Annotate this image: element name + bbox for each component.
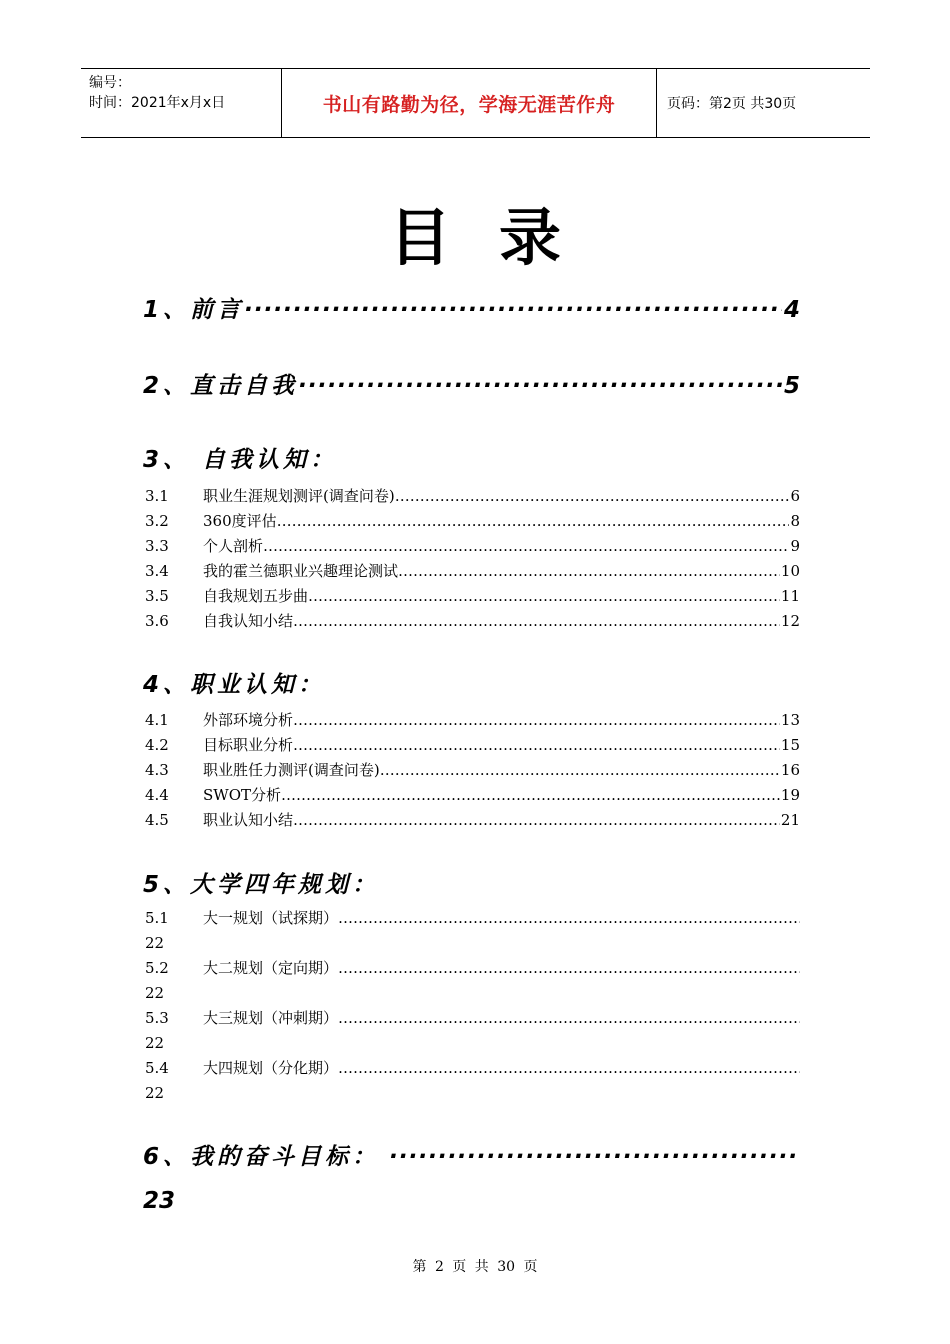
toc-item-title: 大二规划（定向期） xyxy=(203,959,339,977)
toc-leader xyxy=(338,1006,800,1030)
toc-page-number: 22 xyxy=(145,984,165,1002)
toc-item-number: 3.4 xyxy=(145,562,169,580)
toc-page-number: 5 xyxy=(783,373,800,399)
toc-item-4-1[interactable] xyxy=(145,708,800,732)
toc-leader xyxy=(293,808,780,832)
page-footer: 第 2 页 共 30 页 xyxy=(412,1259,538,1275)
header-motto: 书山有路勤为径，学海无涯苦作舟 xyxy=(281,69,657,137)
toc-item-number: 3.2 xyxy=(145,512,169,530)
toc-title: 目录 xyxy=(388,201,609,274)
toc-section-3[interactable] xyxy=(143,441,800,474)
toc-page-number: 6 xyxy=(790,487,800,505)
toc-page-number: 15 xyxy=(780,736,800,754)
toc-item-3-1[interactable] xyxy=(145,484,800,508)
toc-section-label: 2、直击自我 xyxy=(143,373,299,399)
toc-leader xyxy=(398,559,780,583)
toc-leader xyxy=(395,484,790,508)
toc-section-6[interactable] xyxy=(143,1138,800,1171)
toc-section-5[interactable] xyxy=(143,866,800,899)
toc-leader xyxy=(293,609,780,633)
toc-page-number: 16 xyxy=(780,761,800,779)
toc-item-4-5[interactable] xyxy=(145,808,800,832)
toc-leader xyxy=(338,1056,800,1080)
header-page-info: 页码：第2页 共30页 xyxy=(667,96,797,112)
toc-page-number: 21 xyxy=(780,811,800,829)
toc-leader xyxy=(263,534,789,558)
toc-item-title: 外部环境分析 xyxy=(203,711,294,729)
toc-item-title: SWOT分析 xyxy=(203,786,281,804)
toc-item-3-3[interactable] xyxy=(145,534,800,558)
toc-leader xyxy=(379,1144,800,1170)
toc-page-number: 8 xyxy=(790,512,800,530)
toc-item-number: 5.2 xyxy=(145,959,169,977)
toc-item-number: 3.5 xyxy=(145,587,169,605)
toc-item-number: 5.3 xyxy=(145,1009,169,1027)
toc-item-title: 自我认知小结 xyxy=(203,612,294,630)
toc-page-number: 19 xyxy=(780,786,800,804)
toc-page-number: 11 xyxy=(780,587,800,605)
toc-page-number: 23 xyxy=(143,1188,176,1214)
toc-item-5-1[interactable] xyxy=(145,906,800,930)
toc-item-number: 5.1 xyxy=(145,909,169,927)
toc-leader xyxy=(281,783,780,807)
toc-item-number: 3.1 xyxy=(145,487,169,505)
header-meta xyxy=(81,69,281,137)
toc-item-number: 4.4 xyxy=(145,786,169,804)
toc-item-4-4[interactable] xyxy=(145,783,800,807)
toc-section-2[interactable] xyxy=(143,367,800,400)
toc-item-number: 5.4 xyxy=(145,1059,169,1077)
toc-item-title: 目标职业分析 xyxy=(203,736,294,754)
toc-item-title: 职业认知小结 xyxy=(203,811,294,829)
toc-section-label: 1、前言 xyxy=(143,297,245,323)
toc-page-number: 13 xyxy=(780,711,800,729)
toc-page-number: 22 xyxy=(145,934,165,952)
toc-item-title: 我的霍兰德职业兴趣理论测试 xyxy=(203,562,399,580)
toc-item-number: 4.1 xyxy=(145,711,169,729)
toc-leader xyxy=(338,956,800,980)
header-time-label: 时间：2021年x月x日 xyxy=(89,95,226,111)
toc-section-label: 4、职业认知： xyxy=(143,672,326,698)
toc-item-title: 360度评估 xyxy=(203,512,277,530)
toc-section-label: 5、大学四年规划： xyxy=(143,872,380,898)
toc-item-title: 自我规划五步曲 xyxy=(203,587,309,605)
toc-page-number: 22 xyxy=(145,1034,165,1052)
toc-leader xyxy=(308,584,780,608)
toc-section-4[interactable] xyxy=(143,666,800,699)
toc-item-3-2[interactable] xyxy=(145,509,800,533)
toc-item-number: 4.3 xyxy=(145,761,169,779)
toc-leader xyxy=(380,758,780,782)
toc-item-title: 个人剖析 xyxy=(203,537,264,555)
toc-item-4-3[interactable] xyxy=(145,758,800,782)
toc-item-title: 职业胜任力测评(调查问卷) xyxy=(203,761,380,779)
toc-item-title: 职业生涯规划测评(调查问卷) xyxy=(203,487,395,505)
toc-item-number: 3.3 xyxy=(145,537,169,555)
toc-item-3-4[interactable] xyxy=(145,559,800,583)
toc-page-number: 9 xyxy=(790,537,800,555)
toc-leader xyxy=(244,297,782,323)
toc-item-3-6[interactable] xyxy=(145,609,800,633)
toc-section-label: 3、 自我认知： xyxy=(143,447,338,473)
toc-item-title: 大三规划（冲刺期） xyxy=(203,1009,339,1027)
toc-page-number: 12 xyxy=(780,612,800,630)
toc-page-number: 10 xyxy=(780,562,800,580)
toc-item-4-2[interactable] xyxy=(145,733,800,757)
toc-item-number: 4.5 xyxy=(145,811,169,829)
page-header xyxy=(81,68,870,138)
toc-item-3-5[interactable] xyxy=(145,584,800,608)
toc-item-title: 大一规划（试探期） xyxy=(203,909,339,927)
toc-leader xyxy=(293,708,780,732)
toc-item-number: 4.2 xyxy=(145,736,169,754)
toc-section-1[interactable] xyxy=(143,291,800,324)
toc-page-number: 4 xyxy=(783,297,800,323)
toc-item-title: 大四规划（分化期） xyxy=(203,1059,339,1077)
toc-leader xyxy=(298,373,782,399)
toc-item-5-3[interactable] xyxy=(145,1006,800,1030)
toc-leader xyxy=(277,509,790,533)
toc-item-5-4[interactable] xyxy=(145,1056,800,1080)
toc-item-5-2[interactable] xyxy=(145,956,800,980)
toc-leader xyxy=(293,733,780,757)
header-number-label: 编号： xyxy=(89,75,131,91)
toc-leader xyxy=(338,906,800,930)
toc-page-number: 22 xyxy=(145,1084,165,1102)
toc-item-number: 3.6 xyxy=(145,612,169,630)
toc-section-label: 6、我的奋斗目标： xyxy=(143,1144,380,1170)
